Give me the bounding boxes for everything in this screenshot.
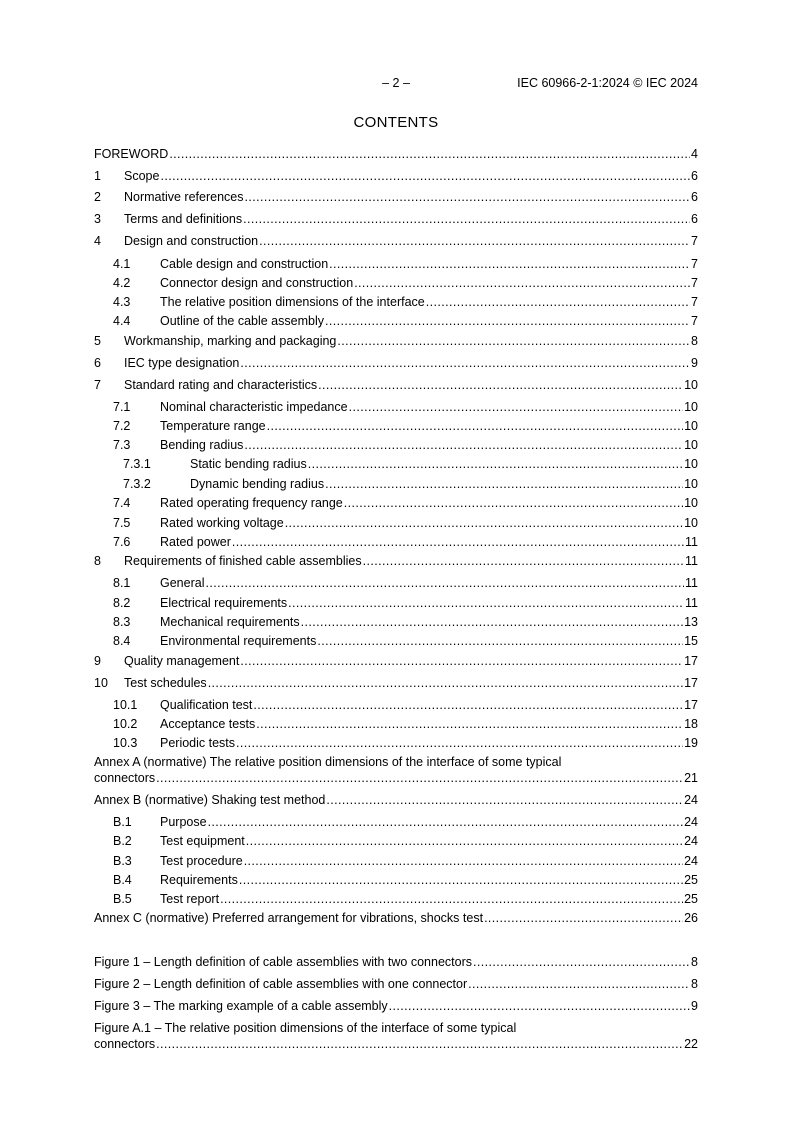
- toc-number: B.5: [113, 892, 132, 906]
- toc-entry[interactable]: [94, 735, 698, 751]
- toc-number: 7.2: [113, 419, 131, 433]
- toc-page: 10: [684, 496, 698, 510]
- toc-label: connectors: [94, 771, 156, 785]
- toc-label: Rated working voltage: [160, 516, 284, 530]
- toc-number: 10.3: [113, 736, 138, 750]
- toc-entry[interactable]: [94, 355, 698, 371]
- toc-label: Dynamic bending radius: [190, 477, 325, 491]
- figure-label: Figure 1 – Length definition of cable assemblies with two connectors: [94, 955, 472, 969]
- toc-number: 7: [94, 378, 101, 392]
- toc-page: 7: [691, 257, 698, 271]
- toc-number: 7.5: [113, 516, 131, 530]
- toc-number: 4.3: [113, 295, 131, 309]
- toc-entry[interactable]: [94, 456, 698, 472]
- toc-entry[interactable]: [94, 553, 698, 569]
- toc-entry[interactable]: [94, 853, 698, 869]
- toc-page: 24: [684, 854, 698, 868]
- toc-label: Design and construction: [124, 234, 259, 248]
- toc-label: The relative position dimensions of the interface: [160, 295, 425, 309]
- toc-label: Periodic tests: [160, 736, 236, 750]
- toc-label: FOREWORD: [94, 147, 169, 161]
- document-id: IEC 60966-2-1:2024 © IEC 2024: [517, 76, 698, 90]
- toc-page: 26: [684, 911, 698, 925]
- figure-entry[interactable]: [94, 998, 698, 1014]
- toc-number: 4: [94, 234, 101, 248]
- toc-number: 4.4: [113, 314, 131, 328]
- toc-entry[interactable]: [94, 168, 698, 184]
- toc-label: Scope: [124, 169, 160, 183]
- toc-page: 11: [685, 576, 698, 590]
- toc-number: 8.3: [113, 615, 131, 629]
- toc-page: 8: [691, 334, 698, 348]
- toc-entry[interactable]: [94, 770, 698, 786]
- toc-number: 9: [94, 654, 101, 668]
- toc-page: 9: [691, 356, 698, 370]
- toc-page: 11: [685, 554, 698, 568]
- toc-label: Normative references: [124, 190, 244, 204]
- toc-number: 1: [94, 169, 101, 183]
- toc-label: General: [160, 576, 205, 590]
- toc-label: Static bending radius: [190, 457, 307, 471]
- toc-label: Rated operating frequency range: [160, 496, 343, 510]
- toc-number: 8.4: [113, 634, 131, 648]
- figure-entry[interactable]: [94, 954, 698, 970]
- toc-entry[interactable]: [94, 534, 698, 550]
- figure-page: 8: [691, 955, 698, 969]
- toc-page: 18: [684, 717, 698, 731]
- toc-entry[interactable]: [94, 697, 698, 713]
- toc-page: 7: [691, 314, 698, 328]
- toc-page: 10: [684, 477, 698, 491]
- toc-entry[interactable]: [94, 716, 698, 732]
- toc-label: Terms and definitions: [124, 212, 243, 226]
- toc-page: 17: [684, 676, 698, 690]
- toc-number: 2: [94, 190, 101, 204]
- toc-entry[interactable]: [94, 211, 698, 227]
- toc-number: B.4: [113, 873, 132, 887]
- toc-entry[interactable]: [94, 614, 698, 630]
- toc-label: IEC type designation: [124, 356, 240, 370]
- toc-label: Requirements: [160, 873, 238, 887]
- toc-entry[interactable]: [94, 275, 698, 291]
- toc-entry[interactable]: [94, 233, 698, 249]
- toc-number: 10: [94, 676, 108, 690]
- toc-entry[interactable]: [94, 476, 698, 492]
- toc-label: Test procedure: [160, 854, 243, 868]
- toc-number: 8.1: [113, 576, 131, 590]
- toc-entry[interactable]: [94, 313, 698, 329]
- toc-label: Electrical requirements: [160, 596, 288, 610]
- toc-page: 21: [684, 771, 698, 785]
- toc-page: 11: [685, 596, 698, 610]
- toc-entry[interactable]: [94, 146, 698, 162]
- toc-label: Environmental requirements: [160, 634, 317, 648]
- toc-number: B.2: [113, 834, 132, 848]
- toc-number: 10.2: [113, 717, 138, 731]
- toc-page: 25: [684, 892, 698, 906]
- toc-number: 4.1: [113, 257, 131, 271]
- toc-number: 7.6: [113, 535, 131, 549]
- toc-number: 7.3.1: [123, 457, 151, 471]
- toc-page: 6: [691, 169, 698, 183]
- toc-page: 17: [684, 654, 698, 668]
- toc-page: 24: [684, 793, 698, 807]
- figure-label: Figure 3 – The marking example of a cable assembly: [94, 999, 388, 1013]
- figure-label: Figure 2 – Length definition of cable assemblies with one connector: [94, 977, 468, 991]
- toc-label: Workmanship, marking and packaging: [124, 334, 337, 348]
- annex-a-line1[interactable]: Annex A (normative) The relative position dimensions of the interface of some typical: [94, 755, 562, 769]
- toc-page: 10: [684, 400, 698, 414]
- toc-number: 7.4: [113, 496, 131, 510]
- toc-entry[interactable]: [94, 399, 698, 415]
- toc-label: Annex C (normative) Preferred arrangement for vibrations, shocks test: [94, 911, 484, 925]
- toc-entry[interactable]: [94, 256, 698, 272]
- toc-page: 19: [684, 736, 698, 750]
- toc-number: 7.3.2: [123, 477, 151, 491]
- toc-entry[interactable]: [94, 633, 698, 649]
- toc-entry[interactable]: [94, 294, 698, 310]
- toc-page: 6: [691, 190, 698, 204]
- toc-page: 13: [684, 615, 698, 629]
- toc-entry[interactable]: [94, 437, 698, 453]
- toc-entry[interactable]: [94, 333, 698, 349]
- toc-entry[interactable]: [94, 653, 698, 669]
- figure-page: 8: [691, 977, 698, 991]
- toc-page: 10: [684, 419, 698, 433]
- toc-number: 8.2: [113, 596, 131, 610]
- toc-number: 5: [94, 334, 101, 348]
- toc-label: Acceptance tests: [160, 717, 256, 731]
- contents-title: CONTENTS: [353, 114, 439, 131]
- toc-page: 24: [684, 815, 698, 829]
- toc-page: 15: [684, 634, 698, 648]
- figure-a1-line1[interactable]: Figure A.1 – The relative position dimensions of the interface of some typical: [94, 1021, 517, 1035]
- toc-page: 7: [691, 276, 698, 290]
- toc-page: 10: [684, 438, 698, 452]
- toc-entry[interactable]: [94, 515, 698, 531]
- toc-entry[interactable]: [94, 910, 698, 926]
- toc-page: 4: [691, 147, 698, 161]
- toc-page: 10: [684, 516, 698, 530]
- toc-label: Temperature range: [160, 419, 266, 433]
- toc-label: Mechanical requirements: [160, 615, 300, 629]
- toc-entry[interactable]: [94, 872, 698, 888]
- toc-entry[interactable]: [94, 675, 698, 691]
- toc-number: 8: [94, 554, 101, 568]
- toc-entry[interactable]: [94, 814, 698, 830]
- toc-label: Test equipment: [160, 834, 245, 848]
- toc-page: 7: [691, 234, 698, 248]
- toc-page: 10: [684, 457, 698, 471]
- figure-entry[interactable]: [94, 976, 698, 992]
- toc-number: 10.1: [113, 698, 138, 712]
- toc-page: 7: [691, 295, 698, 309]
- toc-page: 24: [684, 834, 698, 848]
- toc-number: 7.1: [113, 400, 131, 414]
- toc-label: Nominal characteristic impedance: [160, 400, 348, 414]
- toc-number: 3: [94, 212, 101, 226]
- toc-label: Standard rating and characteristics: [124, 378, 318, 392]
- page-header: [94, 76, 698, 92]
- figure-page: 9: [691, 999, 698, 1013]
- toc-number: 7.3: [113, 438, 131, 452]
- toc-label: Qualification test: [160, 698, 253, 712]
- toc-label: Test schedules: [124, 676, 207, 690]
- toc-entry[interactable]: [94, 377, 698, 393]
- toc-number: 6: [94, 356, 101, 370]
- toc-entry[interactable]: [94, 495, 698, 511]
- toc-label: Bending radius: [160, 438, 244, 452]
- toc-entry[interactable]: [94, 833, 698, 849]
- toc-label: Cable design and construction: [160, 257, 329, 271]
- toc-number: B.3: [113, 854, 132, 868]
- toc-page: 10: [684, 378, 698, 392]
- toc-number: B.1: [113, 815, 132, 829]
- figure-label: connectors: [94, 1037, 156, 1051]
- toc-page: 17: [684, 698, 698, 712]
- toc-entry[interactable]: [94, 595, 698, 611]
- toc-entry[interactable]: [94, 418, 698, 434]
- toc-page: 25: [684, 873, 698, 887]
- toc-number: 4.2: [113, 276, 131, 290]
- figure-entry[interactable]: [94, 1036, 698, 1052]
- toc-label: Outline of the cable assembly: [160, 314, 324, 328]
- page-number: – 2 –: [382, 76, 410, 90]
- toc-page: 6: [691, 212, 698, 226]
- figure-page: 22: [684, 1037, 698, 1051]
- toc-page: 11: [685, 535, 698, 549]
- toc-entry[interactable]: [94, 575, 698, 591]
- toc-label: Connector design and construction: [160, 276, 354, 290]
- toc-entry[interactable]: [94, 792, 698, 808]
- toc-label: Requirements of finished cable assemblies: [124, 554, 362, 568]
- toc-label: Test report: [160, 892, 220, 906]
- toc-label: Purpose: [160, 815, 207, 829]
- toc-label: Annex B (normative) Shaking test method: [94, 793, 326, 807]
- toc-label: Quality management: [124, 654, 240, 668]
- toc-label: Rated power: [160, 535, 231, 549]
- toc-entry[interactable]: [94, 189, 698, 205]
- toc-entry[interactable]: [94, 891, 698, 907]
